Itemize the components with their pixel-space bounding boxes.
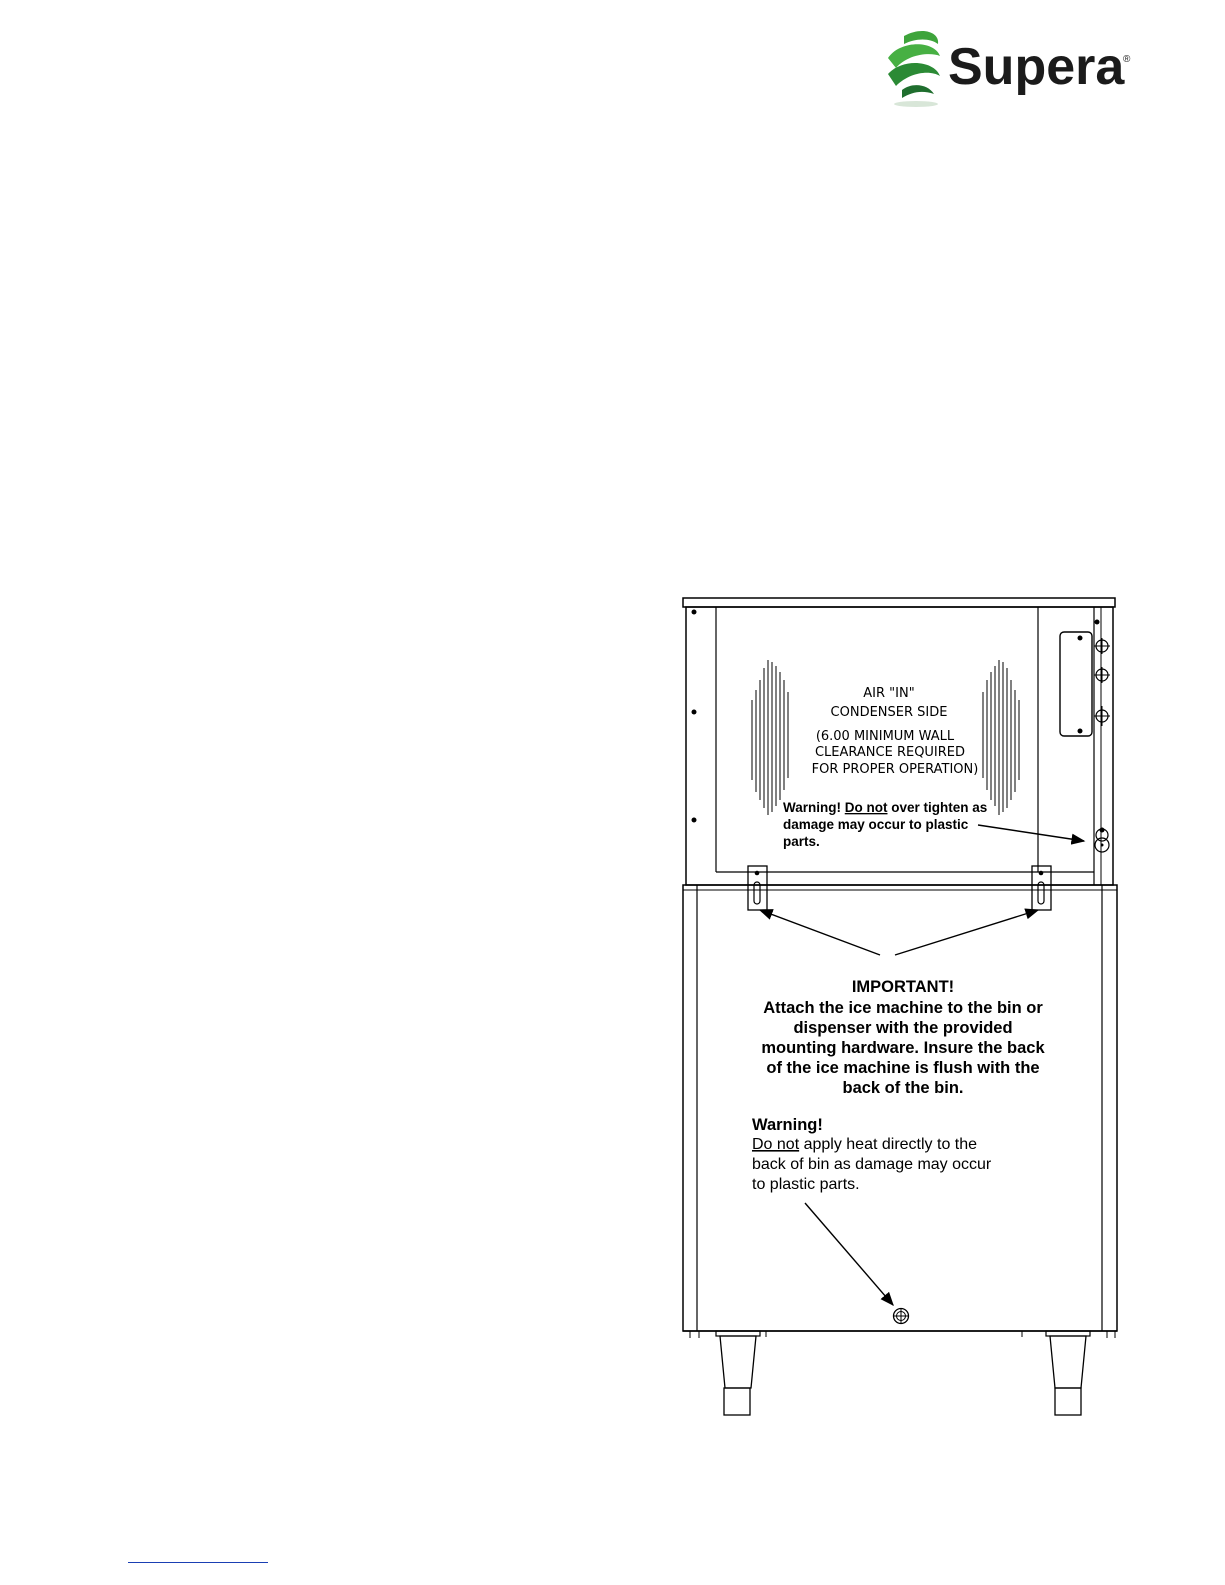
service-panel [1060, 632, 1092, 736]
condenser-label-line-2: CONDENSER SIDE [830, 705, 948, 720]
important-line-2: dispenser with the provided [793, 1019, 1013, 1037]
condenser-label-line-5: FOR PROPER OPERATION) [811, 762, 979, 777]
bracket-arrow-left [760, 910, 880, 955]
registered-mark: ® [1123, 54, 1131, 65]
warning-overtighten-line-3: parts. [783, 834, 820, 849]
storage-bin [683, 866, 1117, 1338]
warning-overtighten-arrow [978, 825, 1084, 841]
warning-heat-line-2: back of bin as damage may occur [752, 1156, 992, 1173]
condenser-grille-left [752, 660, 788, 815]
water-fitting-icon [1094, 638, 1110, 726]
important-line-1: Attach the ice machine to the bin or [763, 999, 1043, 1017]
condenser-label-line-4: CLEARANCE REQUIRED [814, 745, 966, 760]
bin-leg-left [716, 1331, 760, 1415]
logo-wordmark: Supera [948, 38, 1125, 96]
condenser-label-line-1: AIR "IN" [863, 686, 915, 701]
warning-heat-arrow [805, 1203, 893, 1305]
footer-link-underline[interactable] [128, 1562, 268, 1563]
important-line-5: back of the bin. [842, 1079, 964, 1097]
important-line-4: of the ice machine is flush with the [766, 1059, 1040, 1077]
bin-drain-fitting-icon [893, 1308, 909, 1324]
important-title: IMPORTANT! [851, 978, 955, 996]
warning-heat-line-3: to plastic parts. [752, 1176, 860, 1193]
warning-overtighten-line-1: Warning! Do not over tighten as [783, 800, 988, 815]
warning-heat-line-1: Do not apply heat directly to the [752, 1136, 978, 1153]
important-line-3: mounting hardware. Insure the back [761, 1039, 1045, 1057]
warning-heat-title: Warning! [752, 1116, 823, 1134]
condenser-grille-right [983, 660, 1019, 815]
ice-machine-head [683, 598, 1115, 885]
bracket-arrow-right [895, 910, 1038, 955]
condenser-label-line-3: (6.00 MINIMUM WALL [815, 729, 955, 744]
bin-leg-right [1046, 1331, 1090, 1415]
warning-overtighten-line-2: damage may occur to plastic [783, 817, 969, 832]
